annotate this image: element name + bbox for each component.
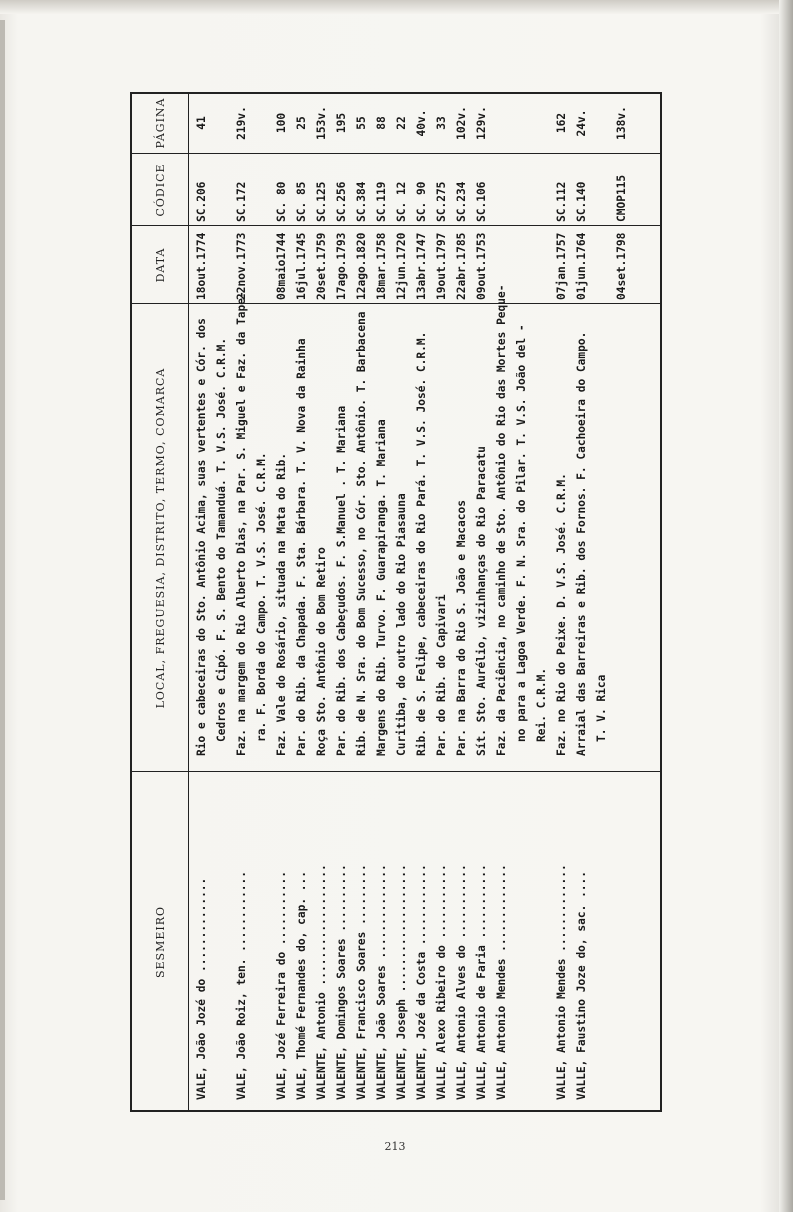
codice-cell: SC. 80 <box>275 181 288 222</box>
pagina-cell: 40v. <box>415 109 428 137</box>
data-cell: 16jul.1745 <box>295 232 308 300</box>
codice-cell: SC.106 <box>475 181 488 222</box>
codice-cell: SC.112 <box>555 181 568 222</box>
codice-cell: SC.384 <box>355 181 368 222</box>
header-data: DATA <box>153 247 167 283</box>
codice-cell: SC.256 <box>335 181 348 222</box>
data-cell: 22nov.1773 <box>235 232 248 300</box>
pagina-cell: 219v. <box>235 106 248 140</box>
header-codice: CÓDICE <box>153 163 167 217</box>
sesmeiro-cell: VALE, João Roiz, ten. ............ <box>235 870 248 1100</box>
table-row <box>392 92 412 1112</box>
table-row <box>492 92 552 1112</box>
pagina-cell: 24v. <box>575 109 588 137</box>
sesmeiro-cell: VALENTE, Antonio .................. <box>315 864 328 1100</box>
data-cell: 12ago.1820 <box>355 232 368 300</box>
sesmarias-table <box>130 92 662 1112</box>
pagina-cell: 100 <box>275 112 288 134</box>
codice-cell: CMOP115 <box>615 174 628 222</box>
rotated-table-area <box>130 92 662 1112</box>
scan-left-edge <box>0 20 5 1200</box>
local-line: Rib. de N. Sra. do Bom Sucesso, no Cór. Sto. Antônio. T. Barbacena <box>355 311 368 756</box>
local-cell <box>472 306 492 756</box>
table-row <box>292 92 312 1112</box>
local-line: Par. do Rib. do Capivari <box>435 594 448 756</box>
table-row <box>412 92 432 1112</box>
table-row <box>452 92 472 1112</box>
data-cell: 18out.1774 <box>195 232 208 300</box>
local-cell <box>192 306 232 756</box>
pagina-cell: 88 <box>375 116 388 130</box>
table-row <box>372 92 392 1112</box>
local-cell <box>292 306 312 756</box>
pagina-cell: 22 <box>395 116 408 130</box>
data-cell: 09out.1753 <box>475 232 488 300</box>
data-cell: 20set.1759 <box>315 232 328 300</box>
sesmeiro-cell: VALE, Jozé Ferreira do ........... <box>275 870 288 1100</box>
page-number: 213 <box>384 1140 406 1153</box>
local-line: Faz. da Paciência, no caminho de Sto. Antônio do Rio das Mortes Peque- <box>495 284 508 756</box>
pagina-cell: 25 <box>295 116 308 130</box>
sesmeiro-cell: VALLE, Antonio Mendes ............. <box>495 864 508 1100</box>
table-row <box>572 92 612 1112</box>
local-cell <box>352 306 372 756</box>
local-line: Sít. Sto. Aurélio, vizinhanças do Rio Paracatu <box>475 446 488 756</box>
sesmeiro-cell: VALLE, Antonio Mendes ............. <box>555 864 568 1100</box>
pagina-cell: 153v. <box>315 106 328 140</box>
table-row <box>332 92 352 1112</box>
local-cell <box>232 291 272 756</box>
local-line: Roça Sto. Antônio do Bom Retiro <box>315 547 328 756</box>
scan-top-edge <box>0 0 793 14</box>
local-cell <box>412 306 432 756</box>
pagina-cell: 33 <box>435 116 448 130</box>
local-cell <box>272 306 292 756</box>
table-row <box>552 92 572 1112</box>
local-line: Rib. de S. Felipe, cabeceiras do Rio Pará. T. V.S. José. C.R.M. <box>415 331 428 756</box>
sesmeiro-cell: VALLE, Antonio Alves do ........... <box>455 864 468 1100</box>
codice-cell: SC. 90 <box>415 181 428 222</box>
local-cell <box>372 306 392 756</box>
local-cell <box>332 306 352 756</box>
local-line: Faz. na margem do Rio Alberto Dias, na Par. S. Miguel e Faz. da Tape- <box>235 291 248 756</box>
data-cell: 01jun.1764 <box>575 232 588 300</box>
table-row <box>352 92 372 1112</box>
codice-cell: SC.275 <box>435 181 448 222</box>
sesmeiro-cell: VALENTE, João Soares .............. <box>375 864 388 1100</box>
sesmeiro-cell: VALLE, Faustino Joze do, sac. .... <box>575 870 588 1100</box>
sesmeiro-cell: VALENTE, Francisco Soares ......... <box>355 864 368 1100</box>
local-cell <box>312 306 332 756</box>
data-cell: 13abr.1747 <box>415 232 428 300</box>
data-cell: 18mar.1758 <box>375 232 388 300</box>
table-row <box>612 92 632 1112</box>
codice-cell: SC. 85 <box>295 181 308 222</box>
local-line: Faz. no Rio do Peixe. D. V.S. José. C.R.M. <box>555 473 568 756</box>
local-cell <box>452 306 472 756</box>
pagina-cell: 129v. <box>475 106 488 140</box>
local-cell <box>552 306 572 756</box>
local-line: Rio e cabeceiras do Sto. Antônio Acima, suas vertentes e Cór. dos <box>195 318 208 756</box>
codice-cell: SC.125 <box>315 181 328 222</box>
table-body <box>192 92 632 1112</box>
local-line: Rei. C.R.M. <box>535 667 548 742</box>
sesmeiro-cell: VALE, Thomé Fernandes do, cap. ... <box>295 870 308 1100</box>
local-line: Par. na Barra do Rio S. João e Macacos <box>455 500 468 756</box>
local-line: no para a Lagoa Verde. F. N. Sra. do Pilar. T. V.S. João del - <box>515 324 528 742</box>
table-row <box>472 92 492 1112</box>
pagina-cell: 102v. <box>455 106 468 140</box>
local-line: T. V. Rica <box>595 674 608 742</box>
data-cell: 19out.1797 <box>435 232 448 300</box>
table-row <box>432 92 452 1112</box>
header-local: LOCAL, FREGUESIA, DISTRITO, TERMO, COMARCA <box>153 367 167 709</box>
sesmeiro-cell: VALLE, Alexo Ribeiro do ........... <box>435 864 448 1100</box>
codice-cell: SC.119 <box>375 181 388 222</box>
local-line: Par. do Rib. dos Cabeçudos. F. S.Manuel . T. Mariana <box>335 405 348 756</box>
codice-cell: SC.234 <box>455 181 468 222</box>
data-cell: 08maio1744 <box>275 232 288 300</box>
local-line: Arraial das Barreiras e Rib. dos Fornos. F. Cachoeira do Campo. <box>575 331 588 756</box>
data-cell: 17ago.1793 <box>335 232 348 300</box>
local-line: Curitiba, do outro lado do Rio Piasauna <box>395 493 408 756</box>
local-cell <box>572 306 612 756</box>
pagina-cell: 138v. <box>615 106 628 140</box>
table-row <box>192 92 232 1112</box>
data-cell: 22abr.1785 <box>455 232 468 300</box>
sesmeiro-cell: VALE, João Jozé do .............. <box>195 877 208 1100</box>
pagina-cell: 195 <box>335 112 348 134</box>
local-cell <box>492 284 552 756</box>
local-line: Par. do Rib. da Chapada. F. Sta. Bárbara. T. V. Nova da Rainha <box>295 338 308 756</box>
codice-cell: SC.172 <box>235 181 248 222</box>
table-row <box>232 92 272 1112</box>
header-pagina: PÁGINA <box>153 97 167 149</box>
local-cell <box>432 306 452 756</box>
local-line: Cedros e Cipó. F. S. Bento do Tamanduá. T. V.S. José. C.R.M. <box>215 337 228 742</box>
local-line: Margens do Rib. Turvo. F. Guarapiranga. T. Mariana <box>375 419 388 756</box>
data-cell: 12jun.1720 <box>395 232 408 300</box>
local-line: ra. F. Borda do Campo. T. V.S. José. C.R.M. <box>255 452 268 742</box>
sesmeiro-cell: VALENTE, Domingos Soares .......... <box>335 864 348 1100</box>
pagina-cell: 41 <box>195 116 208 130</box>
header-sesmeiro: SESMEIRO <box>153 905 167 979</box>
local-cell <box>392 306 412 756</box>
codice-cell: SC.206 <box>195 181 208 222</box>
table-row <box>272 92 292 1112</box>
pagina-cell: 162 <box>555 112 568 134</box>
table-row <box>312 92 332 1112</box>
pagina-cell: 55 <box>355 116 368 130</box>
sesmeiro-cell: VALENTE, Jozé da Costa ............ <box>415 864 428 1100</box>
codice-cell: SC. 12 <box>395 181 408 222</box>
sesmeiro-cell: VALLE, Antonio de Faria ........... <box>475 864 488 1100</box>
local-line: Faz. Vale do Rosário, situada na Mata do Rib. <box>275 452 288 756</box>
codice-cell: SC.140 <box>575 181 588 222</box>
scan-right-edge <box>779 0 793 1212</box>
data-cell: 04set.1798 <box>615 232 628 300</box>
data-cell: 07jan.1757 <box>555 232 568 300</box>
sesmeiro-cell: VALENTE, Joseph ................... <box>395 864 408 1100</box>
